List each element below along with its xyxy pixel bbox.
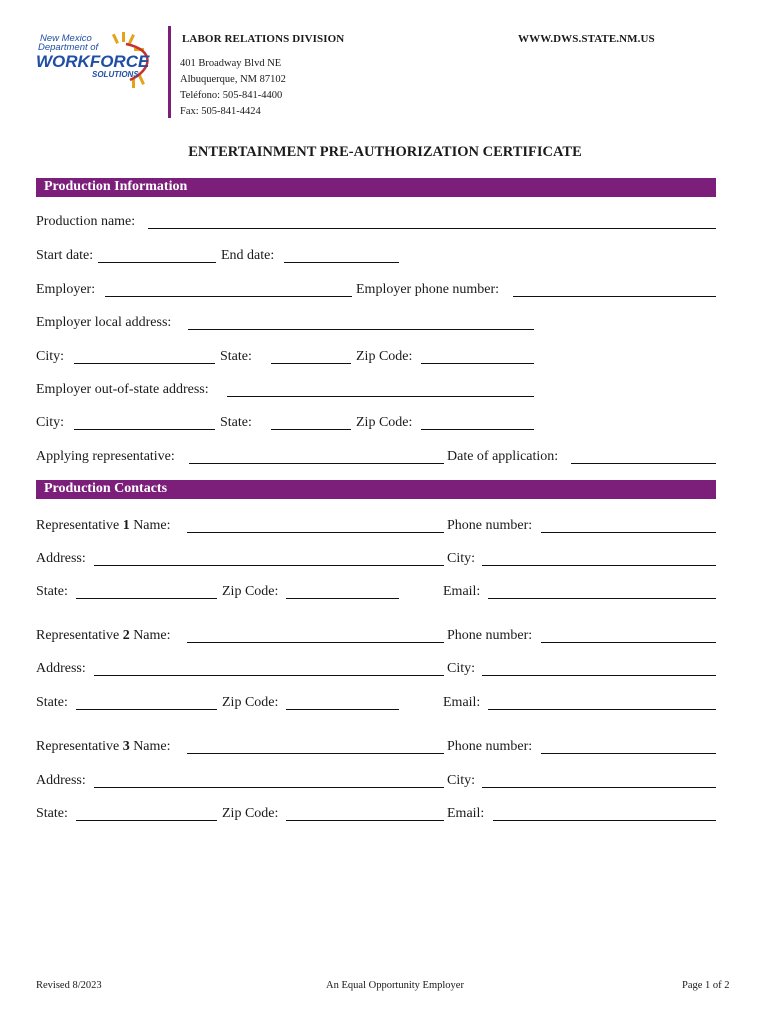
label-address: Address:: [36, 661, 86, 676]
field-rep1-city[interactable]: [482, 565, 716, 566]
field-applying-rep[interactable]: [189, 463, 444, 464]
row-dates: [36, 246, 716, 266]
label-employer-local-address: Employer local address:: [36, 315, 172, 330]
label-zip: Zip Code:: [222, 584, 279, 599]
label-employer-phone: Employer phone number:: [356, 282, 500, 297]
label-email: Email:: [447, 806, 485, 821]
field-oos-zip[interactable]: [421, 429, 534, 430]
field-start-date[interactable]: [98, 262, 216, 263]
row-applying-rep: [36, 447, 716, 467]
label-state: State:: [220, 415, 252, 430]
field-rep3-phone[interactable]: [541, 753, 716, 754]
logo-line-2: Department of: [38, 42, 99, 53]
field-date-of-application[interactable]: [571, 463, 716, 464]
row-employer-local-address: [36, 313, 716, 333]
label-city: City:: [447, 661, 476, 676]
field-local-zip[interactable]: [421, 363, 534, 364]
label-state: State:: [36, 695, 68, 710]
field-local-state[interactable]: [271, 363, 351, 364]
office-address: [180, 56, 286, 120]
footer-eoe: An Equal Opportunity Employer: [326, 980, 464, 991]
section-production-contacts: [36, 480, 716, 499]
row-employer-oos-address: [36, 380, 716, 400]
field-end-date[interactable]: [284, 262, 399, 263]
label-email: Email:: [443, 695, 481, 710]
field-rep1-state[interactable]: [76, 598, 217, 599]
field-rep2-state[interactable]: [76, 709, 217, 710]
label-start-date: Start date:: [36, 248, 94, 263]
division-name: LABOR RELATIONS DIVISION: [182, 33, 345, 45]
label-address: Address:: [36, 551, 86, 566]
field-rep3-name[interactable]: [187, 753, 444, 754]
label-applying-rep: Applying representative:: [36, 449, 175, 464]
label-city: City:: [36, 415, 65, 430]
field-rep3-email[interactable]: [493, 820, 716, 821]
row-rep3-name-phone: [36, 737, 716, 757]
row-rep3-address-city: [36, 771, 716, 791]
field-rep1-name[interactable]: [187, 532, 444, 533]
label-state: State:: [36, 584, 68, 599]
row-rep1-address-city: [36, 549, 716, 569]
row-rep2-name-phone: [36, 626, 716, 646]
label-zip: Zip Code:: [356, 349, 413, 364]
label-production-name: Production name:: [36, 214, 136, 229]
field-rep2-city[interactable]: [482, 675, 716, 676]
label-city: City:: [36, 349, 65, 364]
address-line-1: 401 Broadway Blvd NE: [180, 58, 282, 69]
field-rep1-address[interactable]: [94, 565, 444, 566]
section-title: Production Contacts: [44, 481, 168, 496]
row-production-name: [36, 212, 716, 232]
row-employer: [36, 280, 716, 300]
form-title: ENTERTAINMENT PRE-AUTHORIZATION CERTIFICATE: [188, 144, 582, 160]
field-rep1-email[interactable]: [488, 598, 716, 599]
field-rep2-address[interactable]: [94, 675, 444, 676]
field-local-city[interactable]: [74, 363, 215, 364]
label-date-of-application: Date of application:: [447, 449, 559, 464]
nm-workforce-logo: [34, 30, 156, 92]
fax: Fax: 505-841-4424: [180, 106, 261, 117]
footer-revised: Revised 8/2023: [36, 980, 102, 991]
label-zip: Zip Code:: [356, 415, 413, 430]
row-rep2-state-zip-email: [36, 693, 716, 713]
row-rep2-address-city: [36, 659, 716, 679]
label-state: State:: [220, 349, 252, 364]
label-address: Address:: [36, 773, 86, 788]
label-end-date: End date:: [221, 248, 275, 263]
address-line-2: Albuquerque, NM 87102: [180, 74, 286, 85]
label-employer-oos-address: Employer out-of-state address:: [36, 382, 209, 397]
section-title: Production Information: [44, 179, 188, 194]
field-production-name[interactable]: [148, 228, 716, 229]
field-rep3-address[interactable]: [94, 787, 444, 788]
footer-page: Page 1 of 2: [682, 980, 730, 991]
field-employer-oos-address[interactable]: [227, 396, 534, 397]
phone: Teléfono: 505-841-4400: [180, 90, 283, 101]
label-zip: Zip Code:: [222, 695, 279, 710]
row-rep1-state-zip-email: [36, 582, 716, 602]
row-rep1-name-phone: [36, 516, 716, 536]
field-rep3-city[interactable]: [482, 787, 716, 788]
header-divider: [168, 26, 171, 118]
field-oos-city[interactable]: [74, 429, 215, 430]
section-production-information: [36, 178, 716, 197]
field-employer[interactable]: [105, 296, 352, 297]
field-employer-local-address[interactable]: [188, 329, 534, 330]
field-rep1-zip[interactable]: [286, 598, 399, 599]
logo-line-3: WORKFORCE: [36, 52, 150, 71]
field-rep3-zip[interactable]: [286, 820, 444, 821]
field-rep1-phone[interactable]: [541, 532, 716, 533]
label-state: State:: [36, 806, 68, 821]
label-phone-number: Phone number:: [447, 518, 533, 533]
field-rep2-name[interactable]: [187, 642, 444, 643]
label-phone-number: Phone number:: [447, 739, 533, 754]
label-city: City:: [447, 551, 476, 566]
label-rep1-name: Representative 1 Name:: [36, 518, 171, 533]
field-rep3-state[interactable]: [76, 820, 217, 821]
field-employer-phone[interactable]: [513, 296, 716, 297]
field-oos-state[interactable]: [271, 429, 351, 430]
website: WWW.DWS.STATE.NM.US: [518, 33, 655, 45]
label-phone-number: Phone number:: [447, 628, 533, 643]
field-rep2-phone[interactable]: [541, 642, 716, 643]
field-rep2-email[interactable]: [488, 709, 716, 710]
label-rep3-name: Representative 3 Name:: [36, 739, 171, 754]
label-zip: Zip Code:: [222, 806, 279, 821]
label-city: City:: [447, 773, 476, 788]
row-local-city-state-zip: [36, 347, 716, 367]
logo-line-4: SOLUTIONS: [92, 70, 139, 79]
row-oos-city-state-zip: [36, 413, 716, 433]
label-email: Email:: [443, 584, 481, 599]
label-rep2-name: Representative 2 Name:: [36, 628, 171, 643]
row-rep3-state-zip-email: [36, 804, 716, 824]
label-employer: Employer:: [36, 282, 96, 297]
field-rep2-zip[interactable]: [286, 709, 399, 710]
logo-line-1: New Mexico: [40, 33, 92, 44]
